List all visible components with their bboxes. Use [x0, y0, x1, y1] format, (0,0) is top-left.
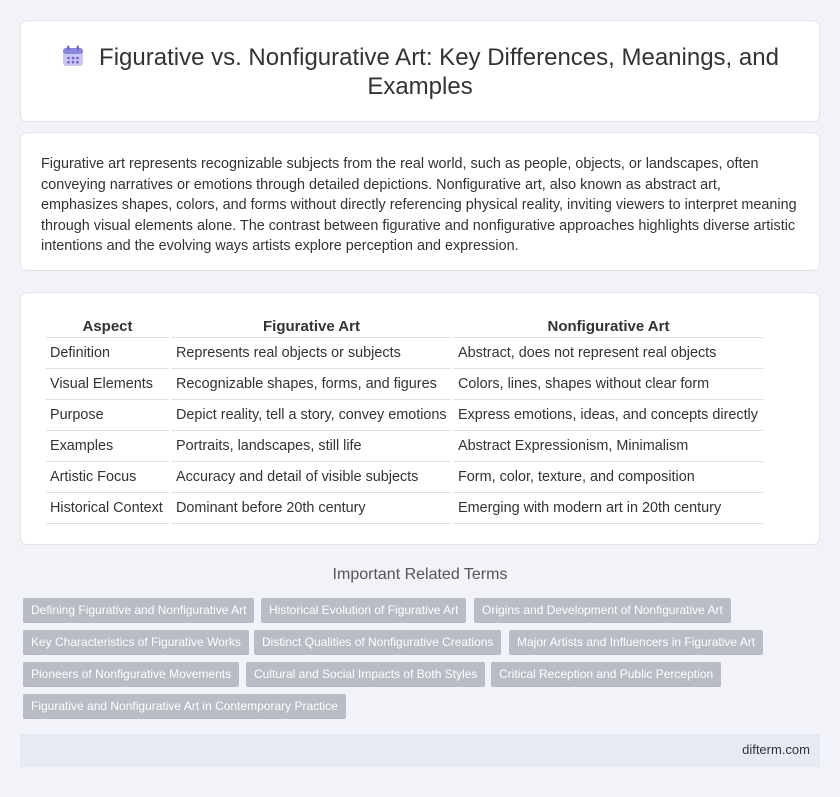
table-row [46, 369, 763, 400]
page-title: Figurative vs. Nonfigurative Art: Key Differences, Meanings, and Examples [99, 44, 779, 100]
figurative-cell: Recognizable shapes, forms, and figures [172, 369, 451, 400]
aspect-cell: Artistic Focus [46, 462, 169, 493]
related-term-tag[interactable]: Major Artists and Influencers in Figurative Art [509, 630, 763, 655]
related-terms-title: Important Related Terms [332, 566, 508, 583]
comparison-table [43, 315, 766, 524]
nonfigurative-cell: Abstract Expressionism, Minimalism [454, 431, 763, 462]
nonfigurative-cell: Colors, lines, shapes without clear form [454, 369, 763, 400]
nonfigurative-cell: Abstract, does not represent real objects [454, 338, 763, 369]
footer-brand[interactable]: difterm.com [742, 742, 810, 757]
aspect-cell: Definition [46, 338, 169, 369]
related-term-tag[interactable]: Critical Reception and Public Perception [491, 662, 721, 687]
figurative-cell: Portraits, landscapes, still life [172, 431, 451, 462]
header-card [20, 20, 820, 122]
figurative-cell: Dominant before 20th century [172, 493, 451, 524]
aspect-cell: Examples [46, 431, 169, 462]
figurative-cell: Accuracy and detail of visible subjects [172, 462, 451, 493]
related-term-tag[interactable]: Historical Evolution of Figurative Art [261, 598, 466, 623]
table-row [46, 431, 763, 462]
nonfigurative-cell: Express emotions, ideas, and concepts directly [454, 400, 763, 431]
intro-card [20, 132, 820, 271]
figurative-cell: Depict reality, tell a story, convey emotions [172, 400, 451, 431]
related-term-tag[interactable]: Key Characteristics of Figurative Works [23, 630, 249, 655]
comparison-card [20, 292, 820, 545]
page-title-wrap [21, 43, 819, 101]
related-term-tag[interactable]: Figurative and Nonfigurative Art in Contemporary Practice [23, 694, 346, 719]
aspect-cell: Historical Context [46, 493, 169, 524]
related-term-tag[interactable]: Origins and Development of Nonfigurative Art [474, 598, 731, 623]
table-row [46, 400, 763, 431]
table-row [46, 462, 763, 493]
calendar-icon [61, 44, 85, 68]
header-nonfigurative: Nonfigurative Art [454, 315, 763, 338]
related-term-tag[interactable]: Cultural and Social Impacts of Both Styles [246, 662, 485, 687]
nonfigurative-cell: Form, color, texture, and composition [454, 462, 763, 493]
related-term-tag[interactable]: Distinct Qualities of Nonfigurative Creations [254, 630, 501, 655]
table-row [46, 493, 763, 524]
footer [20, 734, 820, 767]
aspect-cell: Purpose [46, 400, 169, 431]
table-header-row [46, 315, 763, 338]
header-figurative: Figurative Art [172, 315, 451, 338]
related-term-tag[interactable]: Defining Figurative and Nonfigurative Art [23, 598, 254, 623]
table-row [46, 338, 763, 369]
related-term-tag[interactable]: Pioneers of Nonfigurative Movements [23, 662, 239, 687]
aspect-cell: Visual Elements [46, 369, 169, 400]
nonfigurative-cell: Emerging with modern art in 20th century [454, 493, 763, 524]
figurative-cell: Represents real objects or subjects [172, 338, 451, 369]
header-aspect: Aspect [46, 315, 169, 338]
intro-paragraph: Figurative art represents recognizable subjects from the real world, such as people, objects, or landscapes, often conveying narratives or emotions through detailed depictions. Nonfigurative art, also known as abstract art, emphasizes shapes, colors, and forms without directly referencing physical reality, inviting viewers to interpret meaning through visual elements alone. The contrast between figurative and nonfigurative approaches highlights diverse artistic intentions and the evolving ways artists explore perception and expression. [41, 156, 797, 254]
